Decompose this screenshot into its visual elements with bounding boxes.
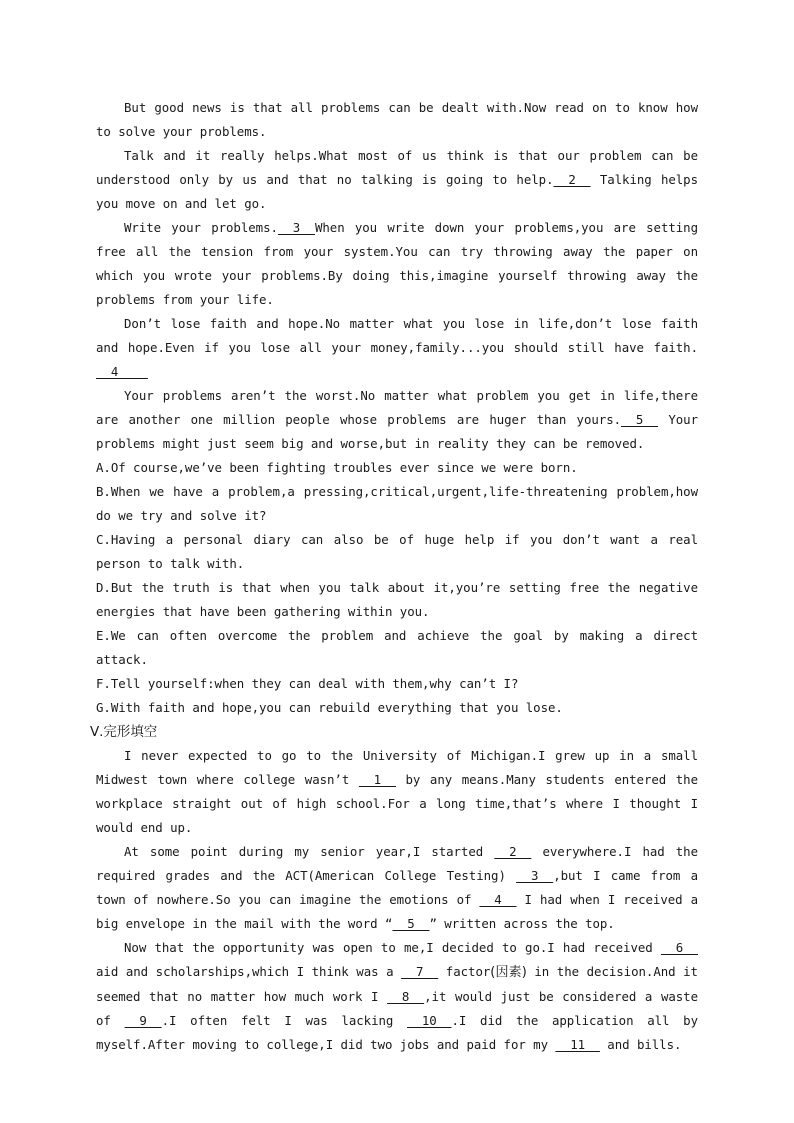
paragraph-text: factor: [438, 964, 491, 979]
paragraph-text: I had when I received a big envelope in the mail with the word “: [96, 892, 698, 931]
passage-paragraph-1: [96, 96, 698, 144]
document-content: [90, 96, 699, 1057]
option-c: C.Having a personal diary can also be of huge help if you don’t want a real person to talk with.: [96, 532, 698, 571]
paragraph-text: Talking helps you move on and let go.: [96, 172, 698, 211]
option-g: G.With faith and hope,you can rebuild everything that you lose.: [96, 700, 563, 715]
paragraph-text: Talk and it really helps.What most of us think is that our problem can be understood only by us and that no talking is going to help.: [96, 148, 698, 187]
paragraph-text: Write your problems.: [124, 220, 278, 235]
blank-4: 4: [96, 364, 148, 379]
blank-4: 4: [479, 892, 517, 907]
paragraph-text: But good news is that all problems can be dealt with.Now read on to know how to solve your problems.: [96, 100, 698, 139]
blank-1: 1: [358, 772, 396, 787]
paragraph-text: ,but I came from a town of nowhere.So you can imagine the emotions of: [96, 868, 698, 907]
paragraph-text: ,it would just be considered a waste of: [96, 989, 698, 1028]
blank-10: 10: [407, 1013, 452, 1028]
paragraph-text: Your problems aren’t the worst.No matter what problem you get in life,there are another one million people whose problems are huger than yours.: [96, 388, 698, 427]
paragraph-text: .I did the application all by myself.After moving to college,I did two jobs and paid for my: [96, 1013, 698, 1052]
paragraph-text: everywhere.I had the required grades and the ACT(American College Testing): [96, 844, 699, 883]
option-f: F.Tell yourself:when they can deal with them,why can’t I?: [96, 676, 519, 691]
paragraph-text: by any means.Many students entered the workplace straight out of high school.For a long time,that’s where I thought I would end up.: [96, 772, 699, 835]
blank-2: 2: [553, 172, 591, 187]
section-heading: Ⅴ.完形填空: [90, 724, 158, 740]
blank-8: 8: [387, 989, 425, 1004]
cloze-paragraph-2: [96, 840, 698, 936]
blank-2: 2: [494, 844, 532, 859]
blank-6: 6: [660, 940, 698, 955]
paragraph-text: ” written across the top.: [429, 916, 615, 931]
passage-paragraph-5: [96, 384, 698, 456]
paragraph-text: Your problems might just seem big and worse,but in reality they can be removed.: [96, 412, 698, 451]
paragraph-text: Now that the opportunity was open to me,I decided to go.I had received: [124, 940, 661, 955]
option-a: A.Of course,we’ve been fighting troubles ever since we were born.: [96, 460, 578, 475]
paragraph-text: aid and scholarships,which I think was a: [96, 964, 402, 979]
cloze-paragraph-1: [96, 744, 698, 840]
chinese-gloss: (因素): [490, 965, 527, 980]
blank-3: 3: [277, 220, 315, 235]
blank-7: 7: [401, 964, 439, 979]
option-b: B.When we have a problem,a pressing,critical,urgent,life-threatening problem,how do we try and solve it?: [96, 484, 698, 523]
paragraph-text: When you write down your problems,you are setting free all the tension from your system.You can try throwing away the paper on which you wrote your problems.By doing this,imagine yourself throwing away the problems from your life.: [96, 220, 698, 307]
paragraph-text: .I often felt I was lacking: [161, 1013, 408, 1028]
option-d: D.But the truth is that when you talk about it,you’re setting free the negative energies that have been gathering within you.: [96, 580, 698, 619]
paragraph-text: Don’t lose faith and hope.No matter what you lose in life,don’t lose faith and hope.Even if you lose all your money,family...you should still have faith.: [96, 316, 698, 355]
blank-9: 9: [124, 1013, 162, 1028]
option-e: E.We can often overcome the problem and achieve the goal by making a direct attack.: [96, 628, 698, 667]
cloze-paragraph-3: [96, 936, 698, 1057]
paragraph-text: and bills.: [599, 1037, 682, 1052]
paragraph-text: At some point during my senior year,I started: [124, 844, 495, 859]
passage-paragraph-4: [96, 312, 698, 384]
passage-paragraph-3: [96, 216, 698, 312]
blank-5: 5: [392, 916, 430, 931]
blank-11: 11: [555, 1037, 600, 1052]
paragraph-text: I never expected to go to the University of Michigan.I grew up in a small Midwest town where college wasn’t: [96, 748, 698, 787]
blank-5: 5: [621, 412, 659, 427]
passage-paragraph-2: [96, 144, 698, 216]
blank-3: 3: [516, 868, 554, 883]
paragraph-text: in the decision.And it seemed that no matter how much work I: [96, 964, 698, 1004]
